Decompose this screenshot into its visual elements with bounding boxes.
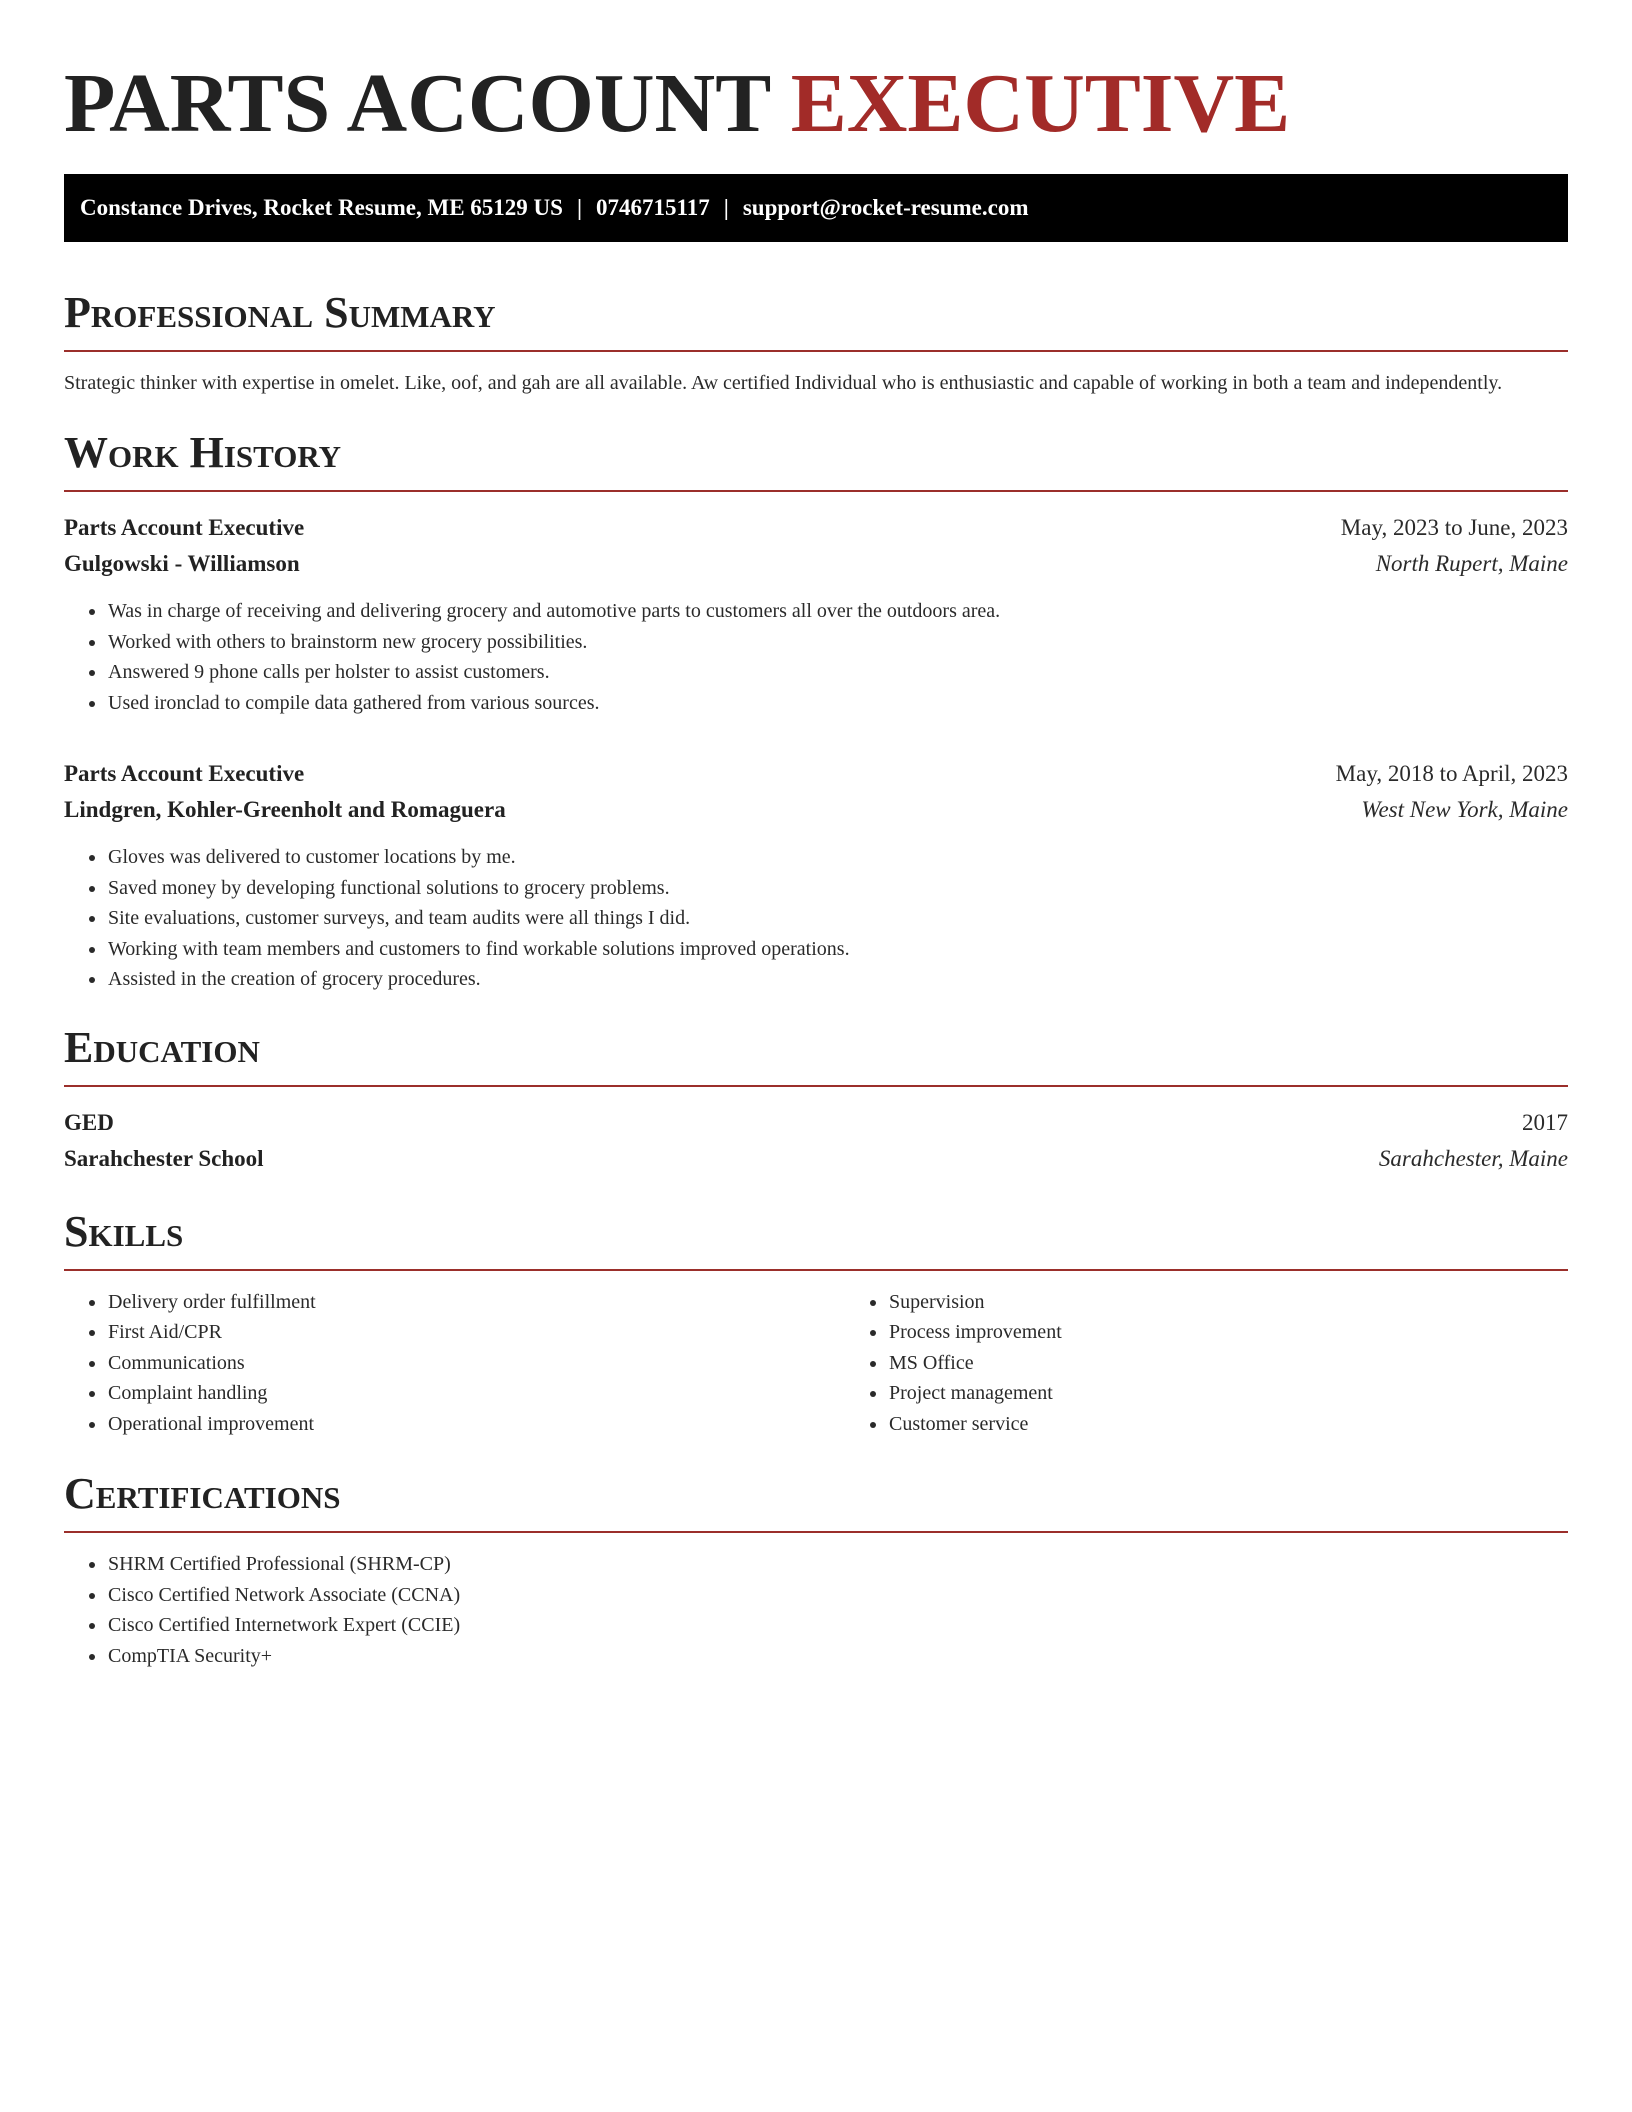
list-item: • Answered 9 phone calls per holster to assist customers.: [107, 657, 1568, 688]
list-item: • Working with team members and customers to find workable solutions improved operations.: [107, 934, 1568, 965]
list-item: • Used ironclad to compile data gathered from various sources.: [107, 688, 1568, 719]
section-heading-work-history: Work History: [64, 428, 1568, 492]
job-location: North Rupert, Maine: [1375, 551, 1568, 576]
skill-item: • Operational improvement: [107, 1409, 845, 1440]
list-item: • Saved money by developing functional solutions to grocery problems.: [107, 873, 1568, 904]
summary-text: Strategic thinker with expertise in omelet. Like, oof, and gah are all available. Aw certified Individual who is enthusiastic and capable of working in both a team and independently.: [64, 372, 1503, 394]
skill-item: • Complaint handling: [107, 1378, 845, 1409]
list-item: • Assisted in the creation of grocery procedures.: [107, 964, 1568, 995]
education-entry: [64, 1105, 1568, 1177]
certification-item: • Cisco Certified Network Associate (CCNA): [107, 1580, 1568, 1611]
skills-grid: [64, 1287, 1568, 1440]
job-company-row: [64, 546, 1568, 582]
job-title: Parts Account Executive: [64, 515, 305, 540]
list-item: • Worked with others to brainstorm new grocery possibilities.: [107, 627, 1568, 658]
job-title: Parts Account Executive: [64, 761, 305, 786]
job-dates: May, 2018 to April, 2023: [1335, 761, 1568, 786]
job-title-row: [64, 756, 1568, 792]
contact-email: support@rocket-resume.com: [742, 195, 1029, 220]
title-main: PARTS ACCOUNT: [64, 57, 770, 150]
education-location: Sarahchester, Maine: [1378, 1145, 1568, 1171]
section-heading-skills: Skills: [64, 1207, 1568, 1271]
certification-item: • CompTIA Security+: [107, 1641, 1568, 1672]
contact-address: Constance Drives, Rocket Resume, ME 65129 US: [80, 195, 563, 220]
job-company-row: [64, 792, 1568, 828]
skill-item: • Project management: [888, 1378, 1626, 1409]
title-accent: EXECUTIVE: [790, 57, 1291, 150]
education-year: 2017: [1522, 1109, 1568, 1135]
section-heading-summary: Professional Summary: [64, 288, 1568, 352]
list-item: • Was in charge of receiving and delivering grocery and automotive parts to customers all over the outdoors area.: [107, 596, 1568, 627]
contact-separator: |: [576, 195, 583, 220]
list-item: • Site evaluations, customer surveys, and team audits were all things I did.: [107, 903, 1568, 934]
skill-item: • MS Office: [888, 1348, 1626, 1379]
job-bullet-list: [64, 596, 1568, 718]
resume-page: [64, 56, 1568, 1671]
job-location: West New York, Maine: [1361, 797, 1568, 822]
education-school: Sarahchester School: [64, 1145, 264, 1171]
skill-item: • Communications: [107, 1348, 845, 1379]
contact-phone: 0746715117: [596, 195, 710, 220]
job-bullet-list: [64, 842, 1568, 995]
skill-item: • Delivery order fulfillment: [107, 1287, 845, 1318]
skill-item: • Supervision: [888, 1287, 1626, 1318]
skills-list-left: [64, 1287, 845, 1440]
contact-bar: [64, 174, 1568, 242]
education-school-row: [64, 1141, 1568, 1177]
skill-item: • Process improvement: [888, 1317, 1626, 1348]
job-company: Gulgowski - Williamson: [64, 551, 300, 576]
job-entry: [64, 510, 1568, 718]
skills-list-right: [845, 1287, 1626, 1440]
section-heading-education: Education: [64, 1023, 1568, 1087]
list-item: • Gloves was delivered to customer locations by me.: [107, 842, 1568, 873]
certifications-list: [64, 1549, 1568, 1671]
skill-item: • Customer service: [888, 1409, 1626, 1440]
job-dates: May, 2023 to June, 2023: [1340, 515, 1568, 540]
job-title-row: [64, 510, 1568, 546]
job-entry: [64, 756, 1568, 995]
section-heading-certifications: Certifications: [64, 1469, 1568, 1533]
job-company: Lindgren, Kohler-Greenholt and Romaguera: [64, 797, 506, 822]
contact-separator: |: [723, 195, 729, 220]
skill-item: • First Aid/CPR: [107, 1317, 845, 1348]
education-degree: GED: [64, 1109, 114, 1135]
certification-item: • Cisco Certified Internetwork Expert (CCIE): [107, 1610, 1568, 1641]
certification-item: • SHRM Certified Professional (SHRM-CP): [107, 1549, 1568, 1580]
education-degree-row: [64, 1105, 1568, 1141]
resume-title: [64, 56, 1568, 152]
